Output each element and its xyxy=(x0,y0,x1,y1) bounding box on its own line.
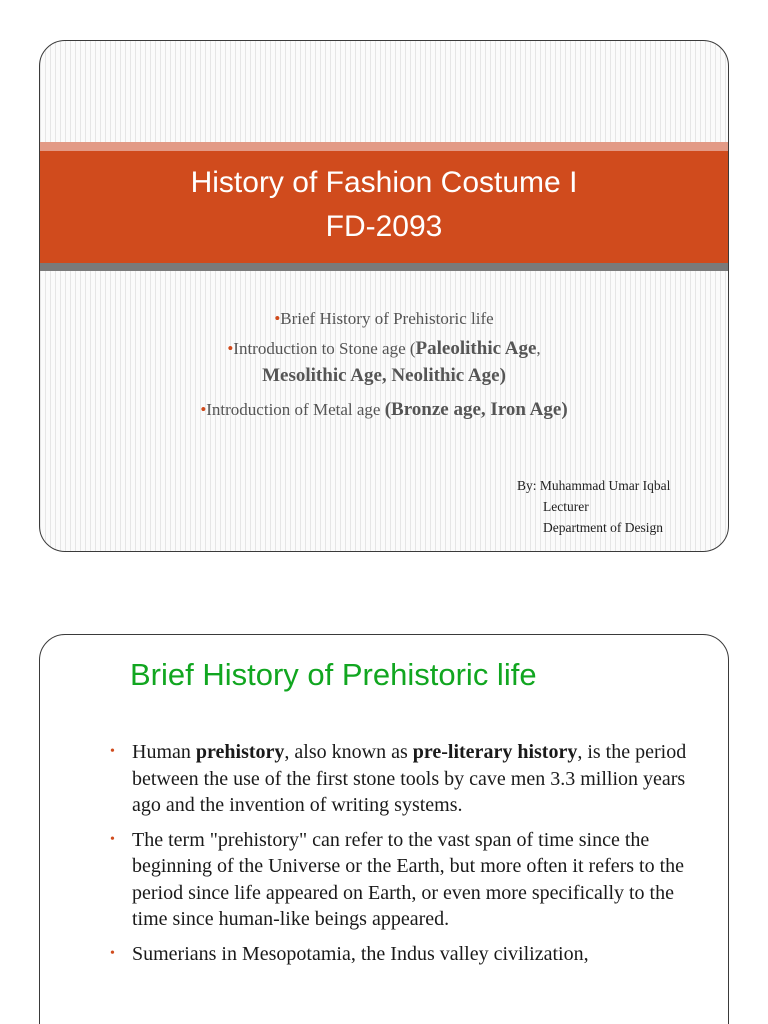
topic-text: Brief History of Prehistoric life xyxy=(280,309,494,328)
topic-comma: , xyxy=(536,339,541,358)
author-department: Department of Design xyxy=(543,520,663,535)
topic-bold-paleolithic: Paleolithic Age xyxy=(415,338,537,359)
bullet-list xyxy=(110,739,710,975)
list-text: , is the period between the use of the first stone tools by cave men 3.3 million years ago and the invention of writing systems. xyxy=(132,741,687,816)
topic-text: Introduction to Stone age ( xyxy=(233,339,416,358)
list-item xyxy=(110,739,710,819)
list-item xyxy=(110,827,710,933)
list-text: Sumerians in Mesopotamia, the Indus valley civilization, xyxy=(132,942,589,965)
list-bold-term: pre-literary history xyxy=(412,741,578,763)
topic-text: Introduction of Metal age xyxy=(206,400,385,419)
list-text: Human xyxy=(132,741,196,763)
content-slide xyxy=(39,634,729,1024)
slide-title-course-code: FD-2093 xyxy=(325,210,443,243)
bullet-icon: • xyxy=(110,831,115,847)
bullet-icon: • xyxy=(110,945,115,961)
title-band-top-stripe xyxy=(40,142,728,151)
slide-heading: Brief History of Prehistoric life xyxy=(130,657,537,692)
list-bold-term: prehistory xyxy=(195,741,285,763)
author-block xyxy=(517,475,670,538)
list-text: , also known as xyxy=(284,741,413,763)
topic-item-prehistoric xyxy=(40,307,728,331)
topic-stone-age-line-2 xyxy=(40,362,728,389)
slide-title xyxy=(40,161,728,249)
topic-bold-mesolithic-neolithic: Mesolithic Age, Neolithic Age) xyxy=(262,365,506,386)
topic-stone-age-line-1 xyxy=(40,335,728,362)
topic-item-metal-age xyxy=(40,397,728,423)
bullet-icon: • xyxy=(200,400,207,419)
bullet-icon: • xyxy=(110,744,115,759)
author-name: By: Muhammad Umar Iqbal xyxy=(517,478,671,493)
topic-bold-bronze-iron: (Bronze age, Iron Age) xyxy=(384,399,568,420)
title-band-bottom-stripe xyxy=(40,263,728,271)
topic-list xyxy=(40,307,728,423)
list-text: The term "prehistory" can refer to the vast span of time since the beginning of the Universe or the Earth, but more often it refers to the period since life appeared on Earth, or even more specifically to the time since human-like beings appeared. xyxy=(132,828,685,930)
topic-item-stone-age xyxy=(40,335,728,389)
bullet-icon: • xyxy=(274,309,281,328)
author-role: Lecturer xyxy=(543,499,589,514)
list-item xyxy=(110,941,710,968)
bullet-icon: • xyxy=(227,339,234,358)
title-slide xyxy=(39,40,729,552)
slide-title-line-1: History of Fashion Costume I xyxy=(190,166,578,199)
